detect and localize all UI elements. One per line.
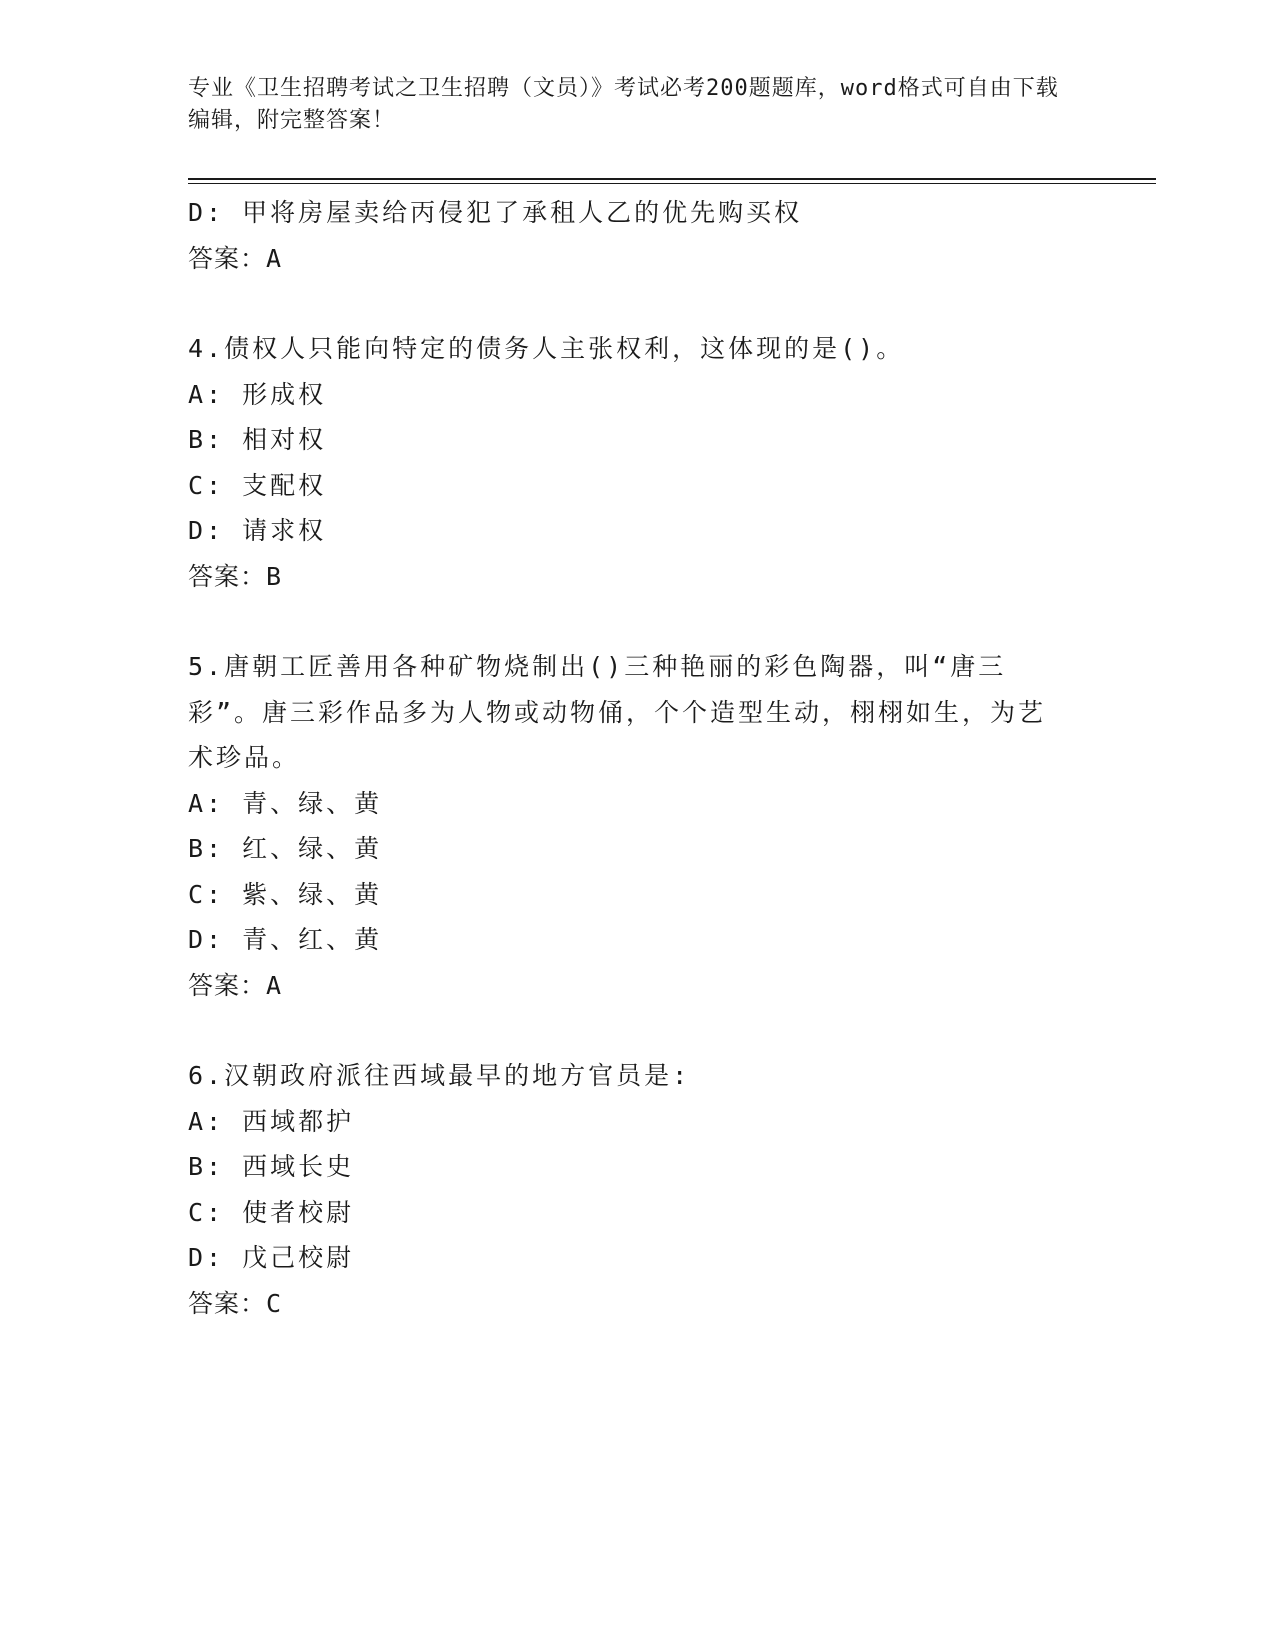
question-content — [188, 190, 1068, 1326]
option-d: D: 戊己校尉 — [188, 1243, 355, 1272]
header-divider-thin — [188, 183, 1156, 184]
option-c: C: 支配权 — [188, 470, 327, 500]
option-b: B: 相对权 — [188, 425, 327, 454]
question-block-4 — [188, 326, 1068, 599]
answer-line: 答案：A — [188, 243, 283, 273]
spacer — [188, 1008, 1068, 1053]
header-divider-thick — [188, 178, 1156, 180]
option-c: C: 使者校尉 — [188, 1197, 355, 1227]
option-b: B: 红、绿、黄 — [188, 834, 383, 863]
option-a: A: 西域都护 — [188, 1106, 355, 1136]
spacer — [188, 281, 1068, 326]
option-d: D: 请求权 — [188, 516, 327, 545]
question-stem: 4.债权人只能向特定的债务人主张权利，这体现的是()。 — [188, 334, 905, 363]
option-d: D: 青、红、黄 — [188, 925, 383, 954]
option-a: A: 青、绿、黄 — [188, 788, 383, 818]
question-stem: 5.唐朝工匠善用各种矿物烧制出()三种艳丽的彩色陶器，叫“唐三彩”。唐三彩作品多为人物或动物俑，个个造型生动，栩栩如生，为艺术珍品。 — [188, 652, 1047, 772]
option-b: B: 西域长史 — [188, 1152, 355, 1181]
option-c: C: 紫、绿、黄 — [188, 879, 383, 909]
answer-line: 答案：B — [188, 561, 283, 591]
option-d: D: 甲将房屋卖给丙侵犯了承租人乙的优先购买权 — [188, 198, 803, 227]
question-stem: 6.汉朝政府派往西域最早的地方官员是: — [188, 1061, 691, 1090]
previous-question-tail — [188, 190, 1068, 281]
question-block-6 — [188, 1053, 1068, 1326]
option-a: A: 形成权 — [188, 379, 327, 409]
question-block-5 — [188, 644, 1068, 1008]
document-header: 专业《卫生招聘考试之卫生招聘（文员）》考试必考200题题库，word格式可自由下载编辑，附完整答案！ — [188, 76, 1059, 133]
answer-line: 答案：A — [188, 970, 283, 1000]
spacer — [188, 599, 1068, 644]
answer-line: 答案：C — [188, 1288, 283, 1318]
